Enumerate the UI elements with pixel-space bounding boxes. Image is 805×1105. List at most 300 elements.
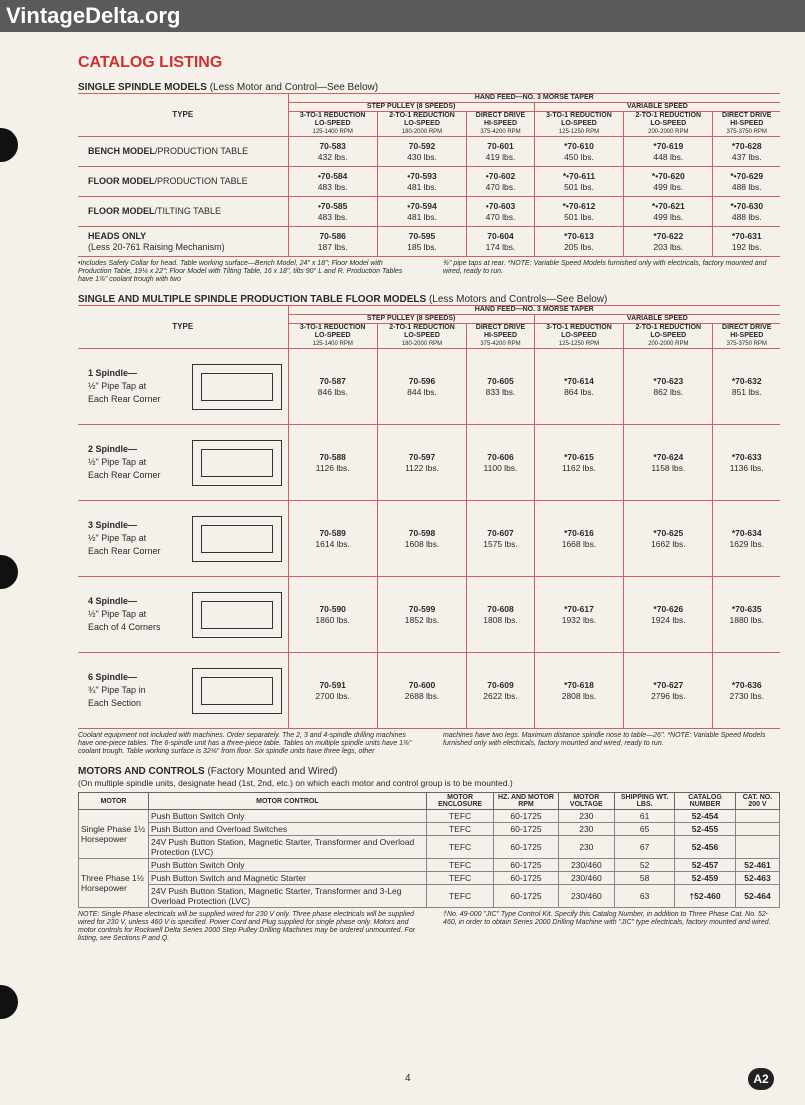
catalog-number: *70-636 — [731, 679, 762, 690]
weight: 833 lbs. — [485, 386, 516, 397]
spec-value: 61 — [615, 810, 675, 823]
column-rpm: 125-1250 RPM — [558, 341, 600, 347]
page-title: CATALOG LISTING — [78, 54, 223, 71]
weight: 192 lbs. — [731, 241, 762, 252]
catalog-number: *70-613 — [564, 230, 594, 241]
catalog-number: *•70-612 — [562, 200, 596, 211]
column-drive: 3-TO-1 REDUCTION — [546, 324, 612, 331]
model-cell — [377, 577, 466, 653]
weight: 1614 lbs. — [315, 538, 350, 549]
footnote: Coolant equipment not included with machines. Order separately. The 2, 3 and 4-spindle drilling machines have one-piece tables. The 6-spindle unit has a three-piece table. Tables on multiple spindle units have 1⅞" coolant trough. Table working surface is 32⅛" from floor. Six spindle units have three legs, other machines have two legs. Maximum distance spindle nose to table—26". *NOTE: Variable Speed Models furnished only with electricals, factory mounted and wired, ready to run. — [78, 732, 766, 755]
column-rpm: 375-3750 RPM — [726, 129, 767, 135]
catalog-number: 70-592 — [408, 140, 436, 151]
column-drive: 3-TO-1 REDUCTION — [299, 112, 366, 119]
catalog-number: *70-631 — [731, 230, 762, 241]
binder-hole — [0, 985, 18, 1019]
hand-feed-header: HAND FEED—NO. 3 MORSE TAPER — [288, 94, 780, 103]
model-cell — [624, 227, 713, 257]
catalog-number: *70-625 — [653, 527, 684, 538]
catalog-number: 70-608 — [487, 603, 514, 614]
weight: 481 lbs. — [407, 211, 437, 222]
column-header: MOTOR — [79, 793, 149, 810]
model-cell — [467, 349, 535, 425]
weight: 1629 lbs. — [729, 538, 764, 549]
spec-value: TEFC — [426, 836, 494, 859]
catalog-number: *70-633 — [731, 451, 762, 462]
pipe-tap: ¾" Pipe Tap in — [88, 685, 146, 695]
tap-location: Each Section — [88, 698, 142, 708]
catalog-number: *•70-630 — [730, 200, 764, 211]
model-cell — [288, 167, 377, 197]
table-row — [79, 836, 780, 859]
motor-control: 24V Push Button Station, Magnetic Starter, Transformer and Overload Protection (LVC) — [149, 836, 427, 859]
weight: 2808 lbs. — [561, 690, 597, 701]
binder-hole — [0, 128, 18, 162]
spec-value: TEFC — [426, 823, 494, 836]
motor-control: Push Button Switch Only — [149, 810, 427, 823]
weight: 2688 lbs. — [404, 690, 440, 701]
table-row — [78, 501, 780, 577]
model-cell — [467, 227, 535, 257]
model-type — [78, 167, 288, 197]
section-heading: SINGLE SPINDLE MODELS (Less Motor and Control—See Below) — [78, 82, 379, 93]
column-speed: HI-SPEED — [483, 120, 518, 127]
catalog-number: 70-607 — [487, 527, 514, 538]
step-pulley-header: STEP PULLEY (8 SPEEDS) — [288, 103, 534, 112]
model-cell — [713, 227, 780, 257]
spindle-count: 1 Spindle— — [88, 368, 138, 378]
weight: 1575 lbs. — [483, 538, 518, 549]
model-note: (Less 20-761 Raising Mechanism) — [88, 241, 225, 252]
column-rpm: 375-3750 RPM — [726, 341, 767, 347]
weight: 450 lbs. — [564, 151, 594, 162]
weight: 851 lbs. — [731, 386, 762, 397]
model-cell — [377, 167, 466, 197]
weight: 1880 lbs. — [729, 614, 764, 625]
model-cell — [624, 653, 713, 729]
column-drive: DIRECT DRIVE — [722, 324, 772, 331]
type-header: TYPE — [78, 94, 288, 137]
weight: 1122 lbs. — [405, 462, 439, 473]
spec-value: TEFC — [426, 859, 494, 872]
weight: 2796 lbs. — [651, 690, 686, 701]
model-cell — [713, 425, 780, 501]
weight: 864 lbs. — [564, 386, 594, 397]
catalog-number: •70-603 — [485, 200, 516, 211]
catalog-number: *70-610 — [564, 140, 594, 151]
column-speed: LO-SPEED — [314, 120, 351, 127]
column-rpm: 125-1400 RPM — [312, 341, 353, 347]
model-cell — [377, 137, 466, 167]
variable-speed-header: VARIABLE SPEED — [534, 315, 780, 324]
section-instruction: (On multiple spindle units, designate head (1st, 2nd, etc.) on which each motor and control group is to be mounted.) — [78, 778, 513, 788]
catalog-number: *70-627 — [653, 679, 684, 690]
weight: 1100 lbs. — [483, 462, 518, 473]
spec-value — [735, 810, 779, 823]
column-speed: LO-SPEED — [404, 332, 440, 339]
model-cell — [624, 425, 713, 501]
weight: 2730 lbs. — [729, 690, 764, 701]
column-drive: DIRECT DRIVE — [475, 112, 526, 119]
spec-value: 52-454 — [675, 810, 736, 823]
weight: 203 lbs. — [653, 241, 684, 252]
column-speed: HI-SPEED — [730, 332, 764, 339]
speed-column-header — [624, 112, 713, 137]
catalog-number: *70-614 — [564, 375, 594, 386]
model-cell — [624, 167, 713, 197]
model-cell — [534, 425, 623, 501]
spec-value: 230/460 — [558, 859, 614, 872]
weight: 483 lbs. — [317, 211, 348, 222]
model-cell — [534, 653, 623, 729]
table-row — [78, 425, 780, 501]
catalog-number: 70-605 — [487, 375, 514, 386]
catalog-number: *•70-621 — [651, 200, 685, 211]
catalog-number: 70-600 — [408, 679, 436, 690]
speed-column-header — [377, 112, 466, 137]
weight: 1924 lbs. — [651, 614, 686, 625]
table-row — [78, 197, 780, 227]
single-spindle-table — [78, 93, 780, 257]
table-diagram-icon — [192, 516, 282, 562]
spec-value — [735, 836, 779, 859]
section-heading: SINGLE AND MULTIPLE SPINDLE PRODUCTION TABLE FLOOR MODELS (Less Motors and Controls—See Below) — [78, 294, 608, 305]
pipe-tap: ½" Pipe Tap at — [88, 381, 147, 391]
column-drive: 2-TO-1 REDUCTION — [635, 112, 702, 119]
weight: 488 lbs. — [731, 211, 762, 222]
column-rpm: 200-2000 RPM — [648, 129, 689, 135]
model-cell — [624, 137, 713, 167]
column-header: CATALOG NUMBER — [675, 793, 736, 810]
speed-column-header — [713, 324, 780, 349]
model-cell — [377, 197, 466, 227]
page-number: 4 — [405, 1073, 411, 1084]
catalog-number: 70-601 — [487, 140, 514, 151]
spec-value: 60-1725 — [494, 823, 558, 836]
model-cell — [467, 577, 535, 653]
table-row — [78, 137, 780, 167]
tap-location: Each Rear Corner — [88, 394, 161, 404]
model-cell — [288, 577, 377, 653]
model-cell — [534, 577, 623, 653]
model-cell — [377, 425, 466, 501]
model-cell — [624, 197, 713, 227]
catalog-page — [78, 50, 780, 943]
model-name: FLOOR MODEL — [88, 176, 155, 186]
column-drive: DIRECT DRIVE — [722, 112, 772, 119]
table-row — [79, 810, 780, 823]
catalog-number: *•70-629 — [730, 170, 764, 181]
model-cell — [534, 197, 623, 227]
model-cell — [288, 501, 377, 577]
model-type-label — [88, 176, 288, 187]
table-row — [78, 227, 780, 257]
catalog-number: *70-622 — [653, 230, 684, 241]
weight: 205 lbs. — [564, 241, 594, 252]
catalog-number: *70-615 — [564, 451, 594, 462]
column-rpm: 200-2000 RPM — [648, 341, 689, 347]
column-drive: DIRECT DRIVE — [475, 324, 526, 331]
model-cell — [467, 425, 535, 501]
spindle-count: 3 Spindle— — [88, 520, 138, 530]
tap-location: Each of 4 Corners — [88, 622, 161, 632]
table-row — [78, 577, 780, 653]
table-row — [78, 653, 780, 729]
weight: 501 lbs. — [564, 181, 594, 192]
catalog-number: •70-602 — [485, 170, 516, 181]
catalog-number: *•70-611 — [562, 170, 596, 181]
column-drive: 2-TO-1 REDUCTION — [389, 324, 455, 331]
catalog-number: *70-616 — [564, 527, 594, 538]
table-type: /PRODUCTION TABLE — [154, 176, 248, 186]
catalog-number: *70-632 — [731, 375, 762, 386]
speed-column-header — [467, 324, 535, 349]
spindle-count: 2 Spindle— — [88, 444, 138, 454]
model-cell — [534, 227, 623, 257]
table-row — [79, 872, 780, 885]
model-cell — [467, 653, 535, 729]
spindle-type — [78, 349, 288, 425]
model-cell — [713, 197, 780, 227]
model-cell — [377, 227, 466, 257]
motor-control: Push Button Switch Only — [149, 859, 427, 872]
model-cell — [713, 653, 780, 729]
table-diagram-icon — [192, 364, 282, 410]
spec-value: 63 — [615, 885, 675, 908]
model-cell — [288, 137, 377, 167]
catalog-number: *70-619 — [653, 140, 684, 151]
weight: 499 lbs. — [653, 211, 684, 222]
spindle-type — [78, 653, 288, 729]
model-cell — [288, 349, 377, 425]
motors-controls-table — [78, 792, 780, 908]
weight: 187 lbs. — [317, 241, 348, 252]
spec-value: TEFC — [426, 872, 494, 885]
spindle-type — [78, 577, 288, 653]
spindle-count: 6 Spindle— — [88, 672, 138, 682]
model-cell — [467, 197, 535, 227]
model-cell — [713, 501, 780, 577]
catalog-number: 70-591 — [319, 679, 346, 690]
binder-hole — [0, 555, 18, 589]
column-rpm: 180-2000 RPM — [401, 341, 443, 347]
model-name: BENCH MODEL — [88, 146, 155, 156]
weight: 481 lbs. — [407, 181, 437, 192]
speed-column-header — [624, 324, 713, 349]
spec-value: 52-463 — [735, 872, 779, 885]
catalog-number: •70-594 — [407, 200, 437, 211]
spec-value: 52 — [615, 859, 675, 872]
catalog-number: 70-586 — [319, 230, 346, 241]
weight: 1808 lbs. — [483, 614, 518, 625]
catalog-number: 70-597 — [408, 451, 436, 462]
model-cell — [288, 425, 377, 501]
catalog-number: 70-587 — [319, 375, 346, 386]
speed-column-header — [713, 112, 780, 137]
model-cell — [534, 167, 623, 197]
spec-value: 230/460 — [558, 885, 614, 908]
model-cell — [624, 501, 713, 577]
table-row — [79, 885, 780, 908]
column-speed: LO-SPEED — [561, 332, 597, 339]
catalog-number: *•70-620 — [651, 170, 685, 181]
table-diagram-icon — [192, 668, 282, 714]
catalog-number: *70-617 — [564, 603, 594, 614]
weight: 483 lbs. — [317, 181, 348, 192]
weight: 432 lbs. — [317, 151, 348, 162]
column-header: MOTOR ENCLOSURE — [426, 793, 494, 810]
section-heading: MOTORS AND CONTROLS (Factory Mounted and Wired) — [78, 766, 338, 777]
column-speed: LO-SPEED — [650, 332, 687, 339]
spec-value: 60-1725 — [494, 859, 558, 872]
column-speed: LO-SPEED — [404, 120, 440, 127]
model-type — [78, 227, 288, 257]
catalog-number: •70-593 — [407, 170, 437, 181]
speed-column-header — [288, 324, 377, 349]
catalog-number: *70-635 — [731, 603, 762, 614]
column-rpm: 125-1250 RPM — [558, 129, 600, 135]
spec-value: 52-457 — [675, 859, 736, 872]
table-row — [79, 823, 780, 836]
weight: 844 lbs. — [407, 386, 437, 397]
catalog-number: 70-590 — [319, 603, 346, 614]
tap-location: Each Rear Corner — [88, 546, 161, 556]
model-type-label — [88, 231, 288, 242]
column-speed: HI-SPEED — [730, 120, 764, 127]
model-cell — [288, 197, 377, 227]
model-cell — [534, 349, 623, 425]
catalog-number: 70-606 — [487, 451, 514, 462]
weight: 419 lbs. — [485, 151, 516, 162]
catalog-number: *70-634 — [731, 527, 762, 538]
weight: 1860 lbs. — [315, 614, 350, 625]
catalog-number: 70-583 — [319, 140, 346, 151]
catalog-number: 70-596 — [408, 375, 436, 386]
column-rpm: 125-1400 RPM — [312, 129, 353, 135]
weight: 499 lbs. — [653, 181, 684, 192]
speed-column-header — [467, 112, 535, 137]
weight: 174 lbs. — [485, 241, 516, 252]
weight: 437 lbs. — [731, 151, 762, 162]
table-type: /TILTING TABLE — [154, 206, 222, 216]
spec-value: 52-455 — [675, 823, 736, 836]
column-header: CAT. NO. 200 V — [735, 793, 779, 810]
spec-value: 52-464 — [735, 885, 779, 908]
pipe-tap: ½" Pipe Tap at — [88, 457, 147, 467]
catalog-number: *70-618 — [564, 679, 594, 690]
motor-control: 24V Push Button Station, Magnetic Starter, Transformer and 3-Leg Overload Protection (LVC) — [149, 885, 427, 908]
model-name: HEADS ONLY — [88, 230, 147, 241]
catalog-number: •70-584 — [317, 170, 348, 181]
table-diagram-icon — [192, 592, 282, 638]
catalog-number: 70-604 — [487, 230, 514, 241]
weight: 1136 lbs. — [729, 462, 764, 473]
model-cell — [288, 653, 377, 729]
catalog-number: *70-626 — [653, 603, 684, 614]
model-cell — [467, 137, 535, 167]
weight: 2700 lbs. — [315, 690, 350, 701]
column-speed: LO-SPEED — [650, 120, 687, 127]
column-header: MOTOR VOLTAGE — [558, 793, 614, 810]
spec-value: 52-459 — [675, 872, 736, 885]
type-header: TYPE — [78, 306, 288, 349]
spec-value: 52-461 — [735, 859, 779, 872]
spec-value: 58 — [615, 872, 675, 885]
catalog-number: *70-628 — [731, 140, 762, 151]
model-cell — [467, 501, 535, 577]
weight: 1852 lbs. — [404, 614, 440, 625]
variable-speed-header: VARIABLE SPEED — [534, 103, 780, 112]
step-pulley-header: STEP PULLEY (8 SPEEDS) — [288, 315, 534, 324]
column-rpm: 180-2000 RPM — [401, 129, 443, 135]
weight: 1162 lbs. — [562, 462, 596, 473]
table-row — [79, 859, 780, 872]
column-drive: 2-TO-1 REDUCTION — [635, 324, 702, 331]
spec-value: 60-1725 — [494, 872, 558, 885]
model-cell — [377, 653, 466, 729]
motor-control: Push Button and Overload Switches — [149, 823, 427, 836]
footnote: NOTE: Single Phase electricals will be supplied wired for 230 V only. Three phase electricals will be supplied wired for 230 V, unless 460 V is specified. Power Cord and Plug supplied for single phase only. Motors and motor controls for Rockwell Delta Series 2000 Step Pulley Drilling Machines may be ordered unmounted. For listing, see Sections P and Q. †No. 49-000 "JIC" Type Control Kit. Specify this Catalog Number, in addition to Three Phase Cat. No. 52-460, in order to obtain Series 2000 Drilling Machine with "JIC" type electricals, factory mounted and wired. — [78, 911, 771, 942]
footnote: •Includes Safety Collar for head. Table working surface—Bench Model, 24" x 18"; Floor Model with Production Table, 19¼ x 22"; Floor Model with Tilting Table, 16 x 18", tilts 90° L and R. Production Tables have 1⅞" coolant trough with two ¾" pipe taps at rear. *NOTE: Variable Speed Models furnished only with electricals, factory mounted and wired, ready to run. — [78, 260, 767, 283]
weight: 1126 lbs. — [315, 462, 350, 473]
catalog-number: 70-609 — [487, 679, 514, 690]
model-cell — [624, 349, 713, 425]
weight: 470 lbs. — [485, 181, 516, 192]
weight: 1662 lbs. — [651, 538, 686, 549]
column-rpm: 375-4200 RPM — [480, 129, 521, 135]
column-header: HZ. AND MOTOR RPM — [494, 793, 558, 810]
catalog-number: 70-598 — [408, 527, 436, 538]
model-type-label — [88, 206, 288, 217]
speed-column-header — [534, 324, 623, 349]
spec-value — [735, 823, 779, 836]
weight: 501 lbs. — [564, 211, 594, 222]
pipe-tap: ½" Pipe Tap at — [88, 533, 147, 543]
spec-value: 60-1725 — [494, 836, 558, 859]
spec-value: 65 — [615, 823, 675, 836]
weight: 2622 lbs. — [483, 690, 518, 701]
column-drive: 2-TO-1 REDUCTION — [389, 112, 455, 119]
table-type: /PRODUCTION TABLE — [155, 146, 249, 156]
motor-control: Push Button Switch and Magnetic Starter — [149, 872, 427, 885]
column-header: MOTOR CONTROL — [149, 793, 427, 810]
spec-value: 230 — [558, 810, 614, 823]
speed-column-header — [288, 112, 377, 137]
catalog-number: 70-589 — [319, 527, 346, 538]
spec-value: 230 — [558, 823, 614, 836]
model-cell — [377, 349, 466, 425]
model-cell — [713, 577, 780, 653]
model-cell — [713, 349, 780, 425]
speed-column-header — [377, 324, 466, 349]
table-row — [78, 349, 780, 425]
site-banner: VintageDelta.org — [0, 0, 805, 32]
weight: 1668 lbs. — [561, 538, 597, 549]
catalog-number: •70-585 — [317, 200, 348, 211]
weight: 430 lbs. — [407, 151, 437, 162]
tap-location: Each Rear Corner — [88, 470, 161, 480]
weight: 470 lbs. — [485, 211, 516, 222]
column-drive: 3-TO-1 REDUCTION — [299, 324, 366, 331]
model-cell — [534, 501, 623, 577]
catalog-number: *70-624 — [653, 451, 684, 462]
motor-type: Three Phase 1½ Horsepower — [79, 859, 149, 908]
spec-value: †52-460 — [675, 885, 736, 908]
model-cell — [713, 137, 780, 167]
catalog-number: *70-623 — [653, 375, 684, 386]
table-diagram-icon — [192, 440, 282, 486]
spec-value: 52-456 — [675, 836, 736, 859]
